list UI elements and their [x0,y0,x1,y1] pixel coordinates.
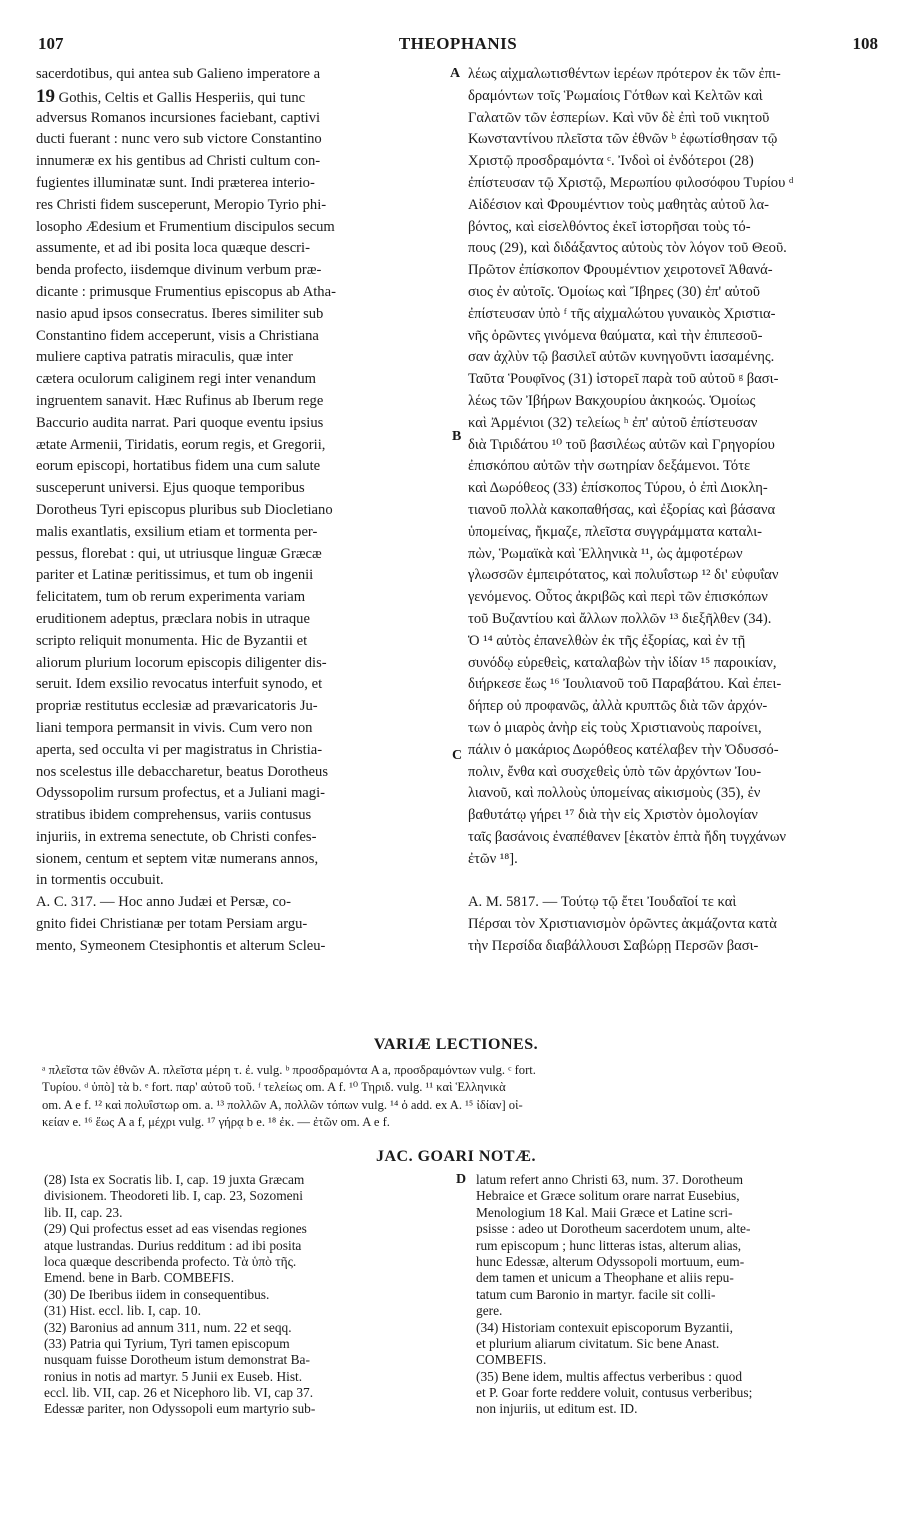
margin-mark-c: C [452,748,463,763]
greek-text-line: πολιν, ἔνθα καὶ συσχεθεὶς ὑπὸ τῶν ἀρχόντων Ἰου- [468,763,762,780]
note-line: loca quæque describenda profecto. Τὰ ὑπὸ τῆς. [44,1253,297,1269]
latin-text-line: mento, Symeonem Ctesiphontis et alterum Scleu- [36,937,326,954]
note-line: Edessæ pariter, non Odyssopoli eum martyrio sub- [44,1401,316,1417]
note-line: (32) Baronius ad annum 311, num. 22 et seqq. [44,1319,292,1335]
page-header [38,34,878,58]
greek-text-line: πάλιν ὁ μακάριος Δωρόθεος κατέλαβεν τὴν Ὀδυσσό- [468,741,779,758]
greek-text-line: ἐπίστευσαν ὑπὸ ᶠ τῆς αἰχμαλώτου γυναικὸς Χριστια- [468,305,776,322]
variant-reading-line: ᵃ πλεῖστα τῶν ἐθνῶν A. πλεῖστα μέρη τ. ἐ. vulg. ᵇ προσδραμόντα A a, προσδραμόντων vulg. ᶜ fort. [42,1063,536,1077]
notes-right-column [476,1172,886,1418]
greek-text-line: βόντος, καὶ εἰσελθόντος ἐκεῖ ἱστορῆσαι τοὺς τό- [468,218,751,235]
latin-text-line: Constantino fidem acceperunt, visis a Christiana [36,327,319,344]
latin-text-line: aliorum plurium locorum episcopis diligenter dis- [36,654,327,671]
note-line: dem tamen et unicum a Theophane et aliis repu- [476,1270,734,1286]
latin-text-line: muliere captiva patratis miraculis, quæ inter [36,349,293,366]
latin-text-line: res Christi fidem susceperunt, Meropio Tyrio phi- [36,196,327,213]
notes-left-column [44,1172,450,1418]
latin-text-line: sacerdotibus, qui antea sub Galieno imperatore a [36,66,321,82]
latin-text-line: benda profecto, iisdemque divinum verbum præ- [36,262,322,279]
latin-text-line: innumeræ ex his gentibus ad Christi cultum con- [36,153,321,170]
note-line: divisionem. Theodoreti lib. I, cap. 23, Sozomeni [44,1188,303,1204]
variant-reading-line: κείαν e. ¹⁶ ἕως A a f, μέχρι vulg. ¹⁷ γήρᾳ b e. ¹⁸ ἐκ. — ἐτῶν om. A e f. [42,1115,390,1130]
note-line: (31) Hist. eccl. lib. I, cap. 10. [44,1303,201,1319]
latin-text-line: Baccurio audita narrat. Pari quoque eventu ipsius [36,414,324,431]
greek-text-line: γλωσσῶν ἐμπειρότατος, καὶ πολυΐστωρ ¹² δι' εὐφυΐαν [468,567,779,584]
latin-text-line: ingruentem sanavit. Hæc Rufinus ab Iberum rege [36,392,324,409]
greek-text-line: δήπερ οὐ προφανῶς, ἀλλὰ κρυπτῶς διὰ τῶν ἀρχόν- [468,698,768,715]
greek-text-line: διήρκεσε ἕως ¹⁶ Ἰουλιανοῦ τοῦ Παραβάτου. Καὶ ἐπει- [468,676,782,693]
latin-text-line: eruditionem adeptus, præclara nobis in utraque [36,610,310,627]
variae-lectiones-title: VARIÆ LECTIONES. [373,1036,539,1053]
greek-text-line: πὼν, Ῥωμαϊκὰ καὶ Ἑλληνικὰ ¹¹, ὡς ἀμφοτέρων [468,545,743,562]
greek-text-line: ὑπομείνας, ἤκμαζε, πλεῖστα συγγράμματα καταλι- [468,523,762,540]
latin-text-line: pariter et Latinæ peritissimus, et tum ob ingenii [36,567,314,584]
latin-text-line: seruit. Idem exsilio revocatus interfuit synodo, et [36,676,323,693]
greek-column [468,64,882,958]
note-line: gere. [476,1303,503,1319]
latin-text-line: ætate Armenii, Tiridatis, eorum regis, et Gregorii, [36,436,326,453]
margin-mark-b: B [452,429,462,444]
latin-text-line: liani tempora permansit in vivis. Cum vero non [36,719,313,736]
note-line: Emend. bene in Barb. COMBEFIS. [44,1270,235,1286]
greek-text-line: ἐτῶν ¹⁸]. [468,850,518,867]
note-line: latum refert anno Christi 63, num. 37. Dorotheum [476,1172,744,1187]
latin-column [36,64,448,958]
latin-text-line: A. C. 317. — Hoc anno Judæi et Persæ, co- [36,894,291,911]
line-marker-number: 19 [36,85,55,107]
note-line: psisse : adeo ut Dorotheum sacerdotem unum, alte- [476,1221,751,1237]
margin-mark-a: A [450,66,461,81]
greek-text-line: Αἰδέσιον καὶ Φρουμέντιον τοὺς μαθητὰς αὐτοῦ λα- [468,196,769,213]
greek-text-line: καὶ Δωρόθεος (33) ἐπίσκοπος Τύρου, ὁ ἐπὶ Διοκλη- [468,480,768,497]
latin-text-line: scripto reliquit monumenta. Hic de Byzantii et [36,632,308,649]
latin-text-line: gnito fidei Christianæ per totam Persiam argu- [36,916,308,933]
note-line: Menologium 18 Kal. Maii Græce et Latine scri- [476,1204,733,1220]
latin-text-line: assumente, et ad ibi posita loca quæque descri- [36,240,310,257]
greek-text-line: διὰ Τιριδάτου ¹⁰ τοῦ βασιλέως αὐτῶν καὶ Γρηγορίου [468,436,775,453]
variant-reading-line: om. A e f. ¹² καὶ πολυΐστωρ om. a. ¹³ πολλῶν A, πολλῶν τόπων vulg. ¹⁴ ὁ add. ex A. ¹⁵ ἰδίαν] οἰ- [42,1097,523,1112]
greek-text-line: Πέρσαι τὸν Χριστιανισμὸν ὁρῶντες ἀκμάζοντα κατὰ [468,916,777,933]
note-line: et P. Goar forte reddere voluit, contusus verberibus; [476,1385,753,1401]
note-line: (28) Ista ex Socratis lib. I, cap. 19 juxta Græcam [44,1172,305,1187]
greek-text-line: τοῦ Βυζαντίου καὶ ἄλλων πολλῶν ¹³ διεξῆλθεν (34). [468,610,772,627]
greek-text-line: Πρῶτον ἐπίσκοπον Φρουμέντιον χειροτονεῖ Ἀθανά- [468,262,773,279]
latin-text-line: propriæ restitutus ecclesiæ ad prævaricatoris Ju- [36,698,318,715]
note-line: (33) Patria qui Tyrium, Tyri tamen episcopum [44,1335,290,1351]
greek-text-line: Γαλατῶν τῶν ἑσπερίων. Καὶ νῦν δὲ ἐπὶ τοῦ νικητοῦ [468,109,770,126]
note-line: (30) De Iberibus iidem in consequentibus. [44,1286,270,1302]
greek-text-line: Ταῦτα Ῥουφῖνος (31) ἱστορεῖ παρὰ τοῦ αὐτοῦ ᵍ βασι- [468,371,779,388]
greek-text-line: σιος ἐν αὐτοῖς. Ὁμοίως καὶ Ἴβηρες (30) ἐπ' αὐτοῦ [468,283,761,300]
note-line: (34) Historiam contexuit episcoporum Byzantii, [476,1319,733,1335]
greek-text-line: συνόδῳ εὑρεθεὶς, καταλαβὼν τὴν ἰδίαν ¹⁵ παροικίαν, [468,654,777,671]
greek-text-line: λέως τῶν Ἰβήρων Βακχουρίου ἀκηκοώς. Ὁμοίως [468,392,756,409]
latin-text-line: nasio apud ipsos consecratus. Iberes similiter sub [36,305,324,322]
note-line: lib. II, cap. 23. [44,1204,123,1220]
greek-text-line [468,870,882,892]
note-line: tatum cum Baronio in martyr. facile sit colli- [476,1286,716,1302]
greek-text-line: τιανοῦ πολλὰ κακοπαθήσας, καὶ ἐξορίας καὶ βάσανα [468,501,776,518]
greek-text-line: ταῖς βασάνοις ἐναπέθανεν [ἑκατὸν ἑπτὰ ἤδη τυγχάνων [468,828,787,845]
running-title: THEOPHANIS [398,34,518,53]
greek-text-line: γενόμενος. Οὗτος ἀκριβῶς καὶ περὶ τῶν ἐπισκόπων [468,589,768,606]
note-line: eccl. lib. VII, cap. 26 et Nicephoro lib. VI, cap 37. [44,1385,314,1401]
greek-text-line: καὶ Ἀρμένιοι (32) τελείως ʰ ἐπ' αὐτοῦ ἐπίστευσαν [468,414,758,431]
greek-text-line: πους (29), καὶ διδάξαντος αὐτοὺς τὸν λόγον τοῦ Θεοῦ. [468,240,787,257]
note-line: (29) Qui profectus esset ad eas visendas regiones [44,1221,307,1237]
latin-text-line: cætera oculorum caliginem regi inter venandum [36,371,317,388]
latin-text-line [36,86,448,108]
greek-text-line: τὴν Περσίδα διαβάλλουσι Σαβώρῃ Περσῶν βασι- [468,937,759,954]
latin-text-line: aperta, sed occulta vi per magistratus in Christia- [36,741,323,758]
latin-text-line: adversus Romanos incursiones faciebant, captivi [36,109,321,126]
greek-text-line: βαθυτάτῳ γήρει ¹⁷ διὰ τὴν εἰς Χριστὸν ὁμολογίαν [468,807,758,824]
latin-text-line: eorum episcopi, hortatibus fidem una cum salute [36,458,321,475]
latin-text-line: injuriis, in extrema senectute, ob Christi confes- [36,828,317,845]
greek-text-line: A. M. 5817. — Τούτῳ τῷ ἔτει Ἰουδαῖοί τε καὶ [468,894,737,911]
variant-reading-line: Τυρίου. ᵈ ὑπὸ] τὰ b. ᵉ fort. παρ' αὐτοῦ τοῦ. ᶠ τελείως om. A f. ¹⁰ Τηριδ. vulg. ¹¹ καὶ Ἑλληνικὰ [42,1080,506,1095]
latin-text-line: Dorotheus Tyri episcopus pluribus sub Diocletiano [36,501,333,518]
latin-text-line: sionem, centum et septem vitæ numerans annos, [36,850,319,867]
note-line: (35) Bene idem, multis affectus verberibus : quod [476,1368,743,1384]
greek-text-line: ἐπίστευσαν τῷ Χριστῷ, Μερωπίου φιλοσόφου Τυρίου ᵈ [468,174,794,191]
goari-notae-title: JAC. GOARI NOTÆ. [375,1148,536,1165]
latin-text-line: nos scelestus ille debaccharetur, beatus Dorotheus [36,763,329,780]
latin-text-line: Odyssopolim rursum profectus, et a Juliani magi- [36,785,325,802]
latin-text-line: dicante : primusque Frumentius episcopus ab Atha- [36,283,336,300]
note-line: atque lustrandas. Durius redditum : ad ibi posita [44,1237,302,1253]
note-line: ronius in notis ad martyr. 5 Junii ex Euseb. Hist. [44,1368,303,1384]
latin-text-line: in tormentis occubuit. [36,872,164,889]
latin-text-line: losopho Ædesium et Frumentium discipulos secum [36,218,335,235]
note-line: non injuriis, ut editum est. ID. [476,1401,638,1417]
greek-text-line: των ὁ μιαρὸς ἀνὴρ εἰς τοὺς Χριστιανοὺς παροίνει, [468,719,762,736]
greek-text-line: σαν ἀχλὺν τῷ βασιλεῖ αὐτῶν κυνηγοῦντι ἰασαμένης. [468,349,775,366]
page-number-left: 107 [38,34,64,53]
note-line: et plurium aliarum civitatum. Sic bene Anast. [476,1335,720,1351]
greek-text-line: Κωνσταντίνου πλεῖστα τῶν ἐθνῶν ᵇ ἐφωτίσθησαν τῷ [468,131,778,148]
note-line: Hebraice et Græce solitum orare narrat Eusebius, [476,1188,740,1204]
note-line: nusquam fuisse Dorotheum istum demonstrat Ba- [44,1352,310,1368]
latin-text-line: pessus, florebat : qui, ut utriusque linguæ Græcæ [36,545,322,562]
greek-text-line: Ὁ ¹⁴ αὐτὸς ἐπανελθὼν ἐκ τῆς ἐξορίας, καὶ ἐν τῇ [468,632,746,649]
margin-mark-d: D [456,1172,467,1187]
greek-text-line: λιανοῦ, καὶ πολλοὺς ὑπομείνας αἰκισμοὺς (35), ἐν [468,785,761,802]
note-line: COMBEFIS. [476,1352,547,1368]
page-number-right: 108 [852,34,878,53]
latin-text-line: fugientes illuminatæ sunt. Indi præterea interio- [36,174,315,191]
latin-text-line: felicitatem, tum ob rerum experimenta variam [36,589,306,606]
latin-text-line: stratibus ibidem comprehensus, variis contusus [36,807,312,824]
greek-text-line: λέως αἰχμαλωτισθέντων ἱερέων πρότερον ἐκ τῶν ἐπι- [468,66,781,82]
greek-text-line: Χριστῷ προσδραμόντα ᶜ. Ἰνδοὶ οἱ ἐνδότεροι (28) [468,153,754,170]
note-line: rum episcopum ; hunc litteras istas, alterum alias, [476,1237,742,1253]
variae-lectiones [42,1062,882,1132]
latin-text-line: ducti fuerant : nunc vero sub victore Constantino [36,131,322,148]
greek-text-line: δραμόντων τοῖς Ῥωμαίοις Γότθων καὶ Κελτῶν καὶ [468,87,763,104]
text-line-content: Gothis, Celtis et Gallis Hesperiis, qui tunc [58,89,306,106]
greek-text-line: ἐπισκόπου αὐτῶν τὴν σωτηρίαν δεξάμενοι. Τότε [468,458,751,475]
latin-text-line: susceperunt universi. Ejus quoque temporibus [36,480,305,497]
note-line: hunc Edessæ, alterum Odyssopoli mortuum, eum- [476,1253,745,1269]
latin-text-line: malis exantlatis, exsilium etiam et tormenta per- [36,523,318,540]
greek-text-line: νῆς ὁρῶντες γινόμενα θαύματα, καὶ τὴν ἐπιπεσοῦ- [468,327,763,344]
